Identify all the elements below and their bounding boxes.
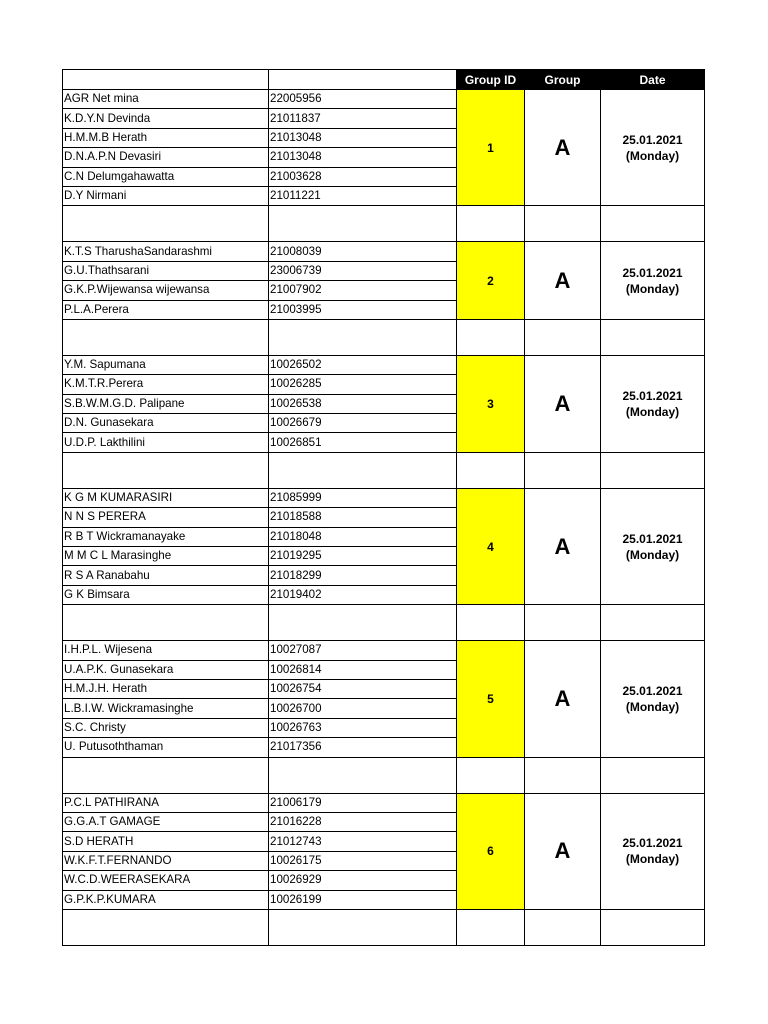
member-id: 21016228	[269, 812, 457, 831]
empty-cell	[601, 605, 705, 641]
member-id: 10026502	[269, 355, 457, 374]
empty-cell	[269, 206, 457, 242]
member-name: S.D HERATH	[63, 832, 269, 851]
empty-cell	[63, 206, 269, 242]
empty-cell	[457, 206, 525, 242]
member-name: U. Putusoththaman	[63, 738, 269, 757]
member-name: S.B.W.M.G.D. Palipane	[63, 394, 269, 413]
empty-cell	[269, 757, 457, 793]
member-id: 21011221	[269, 186, 457, 205]
member-name: G.G.A.T GAMAGE	[63, 812, 269, 831]
member-name: AGR Net mina	[63, 90, 269, 109]
empty-cell	[525, 319, 601, 355]
member-id: 21003995	[269, 300, 457, 319]
date-weekday: (Monday)	[625, 547, 680, 562]
header-cell-blank-1	[63, 70, 269, 90]
header-cell-blank-2	[269, 70, 457, 90]
spacer-row	[63, 605, 705, 641]
group-letter-cell: A	[525, 641, 601, 757]
empty-cell	[525, 605, 601, 641]
empty-cell	[63, 757, 269, 793]
member-name: G K Bimsara	[63, 585, 269, 604]
member-id: 10027087	[269, 641, 457, 660]
member-row	[63, 641, 705, 660]
group-schedule-table	[62, 69, 705, 946]
empty-cell	[269, 452, 457, 488]
member-id: 21085999	[269, 488, 457, 507]
member-name: P.L.A.Perera	[63, 300, 269, 319]
member-row	[63, 355, 705, 374]
member-name: K.M.T.R.Perera	[63, 375, 269, 394]
date-value: 25.01.2021	[622, 683, 683, 698]
member-name: C.N Delumgahawatta	[63, 167, 269, 186]
member-id: 10026679	[269, 414, 457, 433]
group-id-cell: 1	[457, 90, 525, 206]
member-name: Y.M. Sapumana	[63, 355, 269, 374]
member-name: P.C.L PATHIRANA	[63, 793, 269, 812]
date-value: 25.01.2021	[622, 531, 683, 546]
date-cell	[601, 488, 705, 604]
empty-cell	[269, 319, 457, 355]
member-id: 21018299	[269, 566, 457, 585]
member-id: 22005956	[269, 90, 457, 109]
date-cell	[601, 793, 705, 909]
spacer-row	[63, 319, 705, 355]
empty-cell	[457, 452, 525, 488]
empty-cell	[457, 605, 525, 641]
empty-cell	[63, 909, 269, 945]
empty-cell	[457, 757, 525, 793]
empty-cell	[601, 206, 705, 242]
member-id: 21017356	[269, 738, 457, 757]
member-name: D.N.A.P.N Devasiri	[63, 148, 269, 167]
member-name: S.C. Christy	[63, 718, 269, 737]
group-letter-cell: A	[525, 355, 601, 452]
group-id-cell: 4	[457, 488, 525, 604]
header-row	[63, 70, 705, 90]
member-id: 10026814	[269, 660, 457, 679]
member-id: 21018048	[269, 527, 457, 546]
member-name: L.B.I.W. Wickramasinghe	[63, 699, 269, 718]
member-id: 10026175	[269, 851, 457, 870]
empty-cell	[525, 757, 601, 793]
member-row	[63, 488, 705, 507]
empty-cell	[457, 319, 525, 355]
header-date: Date	[601, 70, 705, 90]
member-id: 10026929	[269, 871, 457, 890]
spacer-row	[63, 757, 705, 793]
member-id: 10026763	[269, 718, 457, 737]
group-id-cell: 6	[457, 793, 525, 909]
empty-cell	[601, 909, 705, 945]
empty-cell	[63, 319, 269, 355]
empty-cell	[457, 909, 525, 945]
empty-cell	[63, 605, 269, 641]
group-id-cell: 5	[457, 641, 525, 757]
member-id: 21019295	[269, 547, 457, 566]
member-name: K G M KUMARASIRI	[63, 488, 269, 507]
member-id: 10026754	[269, 679, 457, 698]
member-row	[63, 242, 705, 261]
member-name: U.A.P.K. Gunasekara	[63, 660, 269, 679]
member-id: 10026851	[269, 433, 457, 452]
member-row	[63, 90, 705, 109]
spacer-row	[63, 452, 705, 488]
date-cell	[601, 641, 705, 757]
date-cell	[601, 242, 705, 320]
date-value: 25.01.2021	[622, 388, 683, 403]
member-id: 21013048	[269, 128, 457, 147]
member-name: H.M.M.B Herath	[63, 128, 269, 147]
member-id: 10026538	[269, 394, 457, 413]
member-name: I.H.P.L. Wijesena	[63, 641, 269, 660]
member-id: 10026700	[269, 699, 457, 718]
empty-cell	[601, 452, 705, 488]
empty-cell	[269, 909, 457, 945]
date-weekday: (Monday)	[625, 404, 680, 419]
member-name: K.T.S TharushaSandarashmi	[63, 242, 269, 261]
group-letter-cell: A	[525, 242, 601, 320]
member-id: 10026285	[269, 375, 457, 394]
member-id: 23006739	[269, 261, 457, 280]
group-id-cell: 3	[457, 355, 525, 452]
member-name: N N S PERERA	[63, 508, 269, 527]
member-name: D.Y Nirmani	[63, 186, 269, 205]
group-letter-cell: A	[525, 90, 601, 206]
empty-cell	[63, 452, 269, 488]
member-name: R S A Ranabahu	[63, 566, 269, 585]
member-name: D.N. Gunasekara	[63, 414, 269, 433]
empty-cell	[525, 206, 601, 242]
date-cell	[601, 90, 705, 206]
header-group-id: Group ID	[457, 70, 525, 90]
member-id: 21019402	[269, 585, 457, 604]
member-name: K.D.Y.N Devinda	[63, 109, 269, 128]
date-weekday: (Monday)	[625, 699, 680, 714]
date-value: 25.01.2021	[622, 836, 683, 851]
member-id: 21003628	[269, 167, 457, 186]
group-letter-cell: A	[525, 793, 601, 909]
spacer-row	[63, 206, 705, 242]
empty-cell	[601, 757, 705, 793]
member-name: U.D.P. Lakthilini	[63, 433, 269, 452]
member-id: 21006179	[269, 793, 457, 812]
member-id: 21007902	[269, 281, 457, 300]
empty-cell	[525, 452, 601, 488]
member-name: R B T Wickramanayake	[63, 527, 269, 546]
spacer-row	[63, 909, 705, 945]
date-weekday: (Monday)	[625, 281, 680, 296]
member-name: W.C.D.WEERASEKARA	[63, 871, 269, 890]
member-name: M M C L Marasinghe	[63, 547, 269, 566]
group-id-cell: 2	[457, 242, 525, 320]
member-id: 21013048	[269, 148, 457, 167]
member-id: 21011837	[269, 109, 457, 128]
table-body	[63, 70, 705, 946]
date-weekday: (Monday)	[625, 852, 680, 867]
empty-cell	[525, 909, 601, 945]
member-id: 21012743	[269, 832, 457, 851]
member-name: G.P.K.P.KUMARA	[63, 890, 269, 909]
member-name: H.M.J.H. Herath	[63, 679, 269, 698]
member-row	[63, 793, 705, 812]
member-id: 21008039	[269, 242, 457, 261]
member-name: G.K.P.Wijewansa wijewansa	[63, 281, 269, 300]
date-value: 25.01.2021	[622, 265, 683, 280]
date-cell	[601, 355, 705, 452]
date-weekday: (Monday)	[625, 148, 680, 163]
member-name: W.K.F.T.FERNANDO	[63, 851, 269, 870]
empty-cell	[601, 319, 705, 355]
empty-cell	[269, 605, 457, 641]
date-value: 25.01.2021	[622, 132, 683, 147]
member-id: 21018588	[269, 508, 457, 527]
member-name: G.U.Thathsarani	[63, 261, 269, 280]
group-letter-cell: A	[525, 488, 601, 604]
header-group: Group	[525, 70, 601, 90]
member-id: 10026199	[269, 890, 457, 909]
